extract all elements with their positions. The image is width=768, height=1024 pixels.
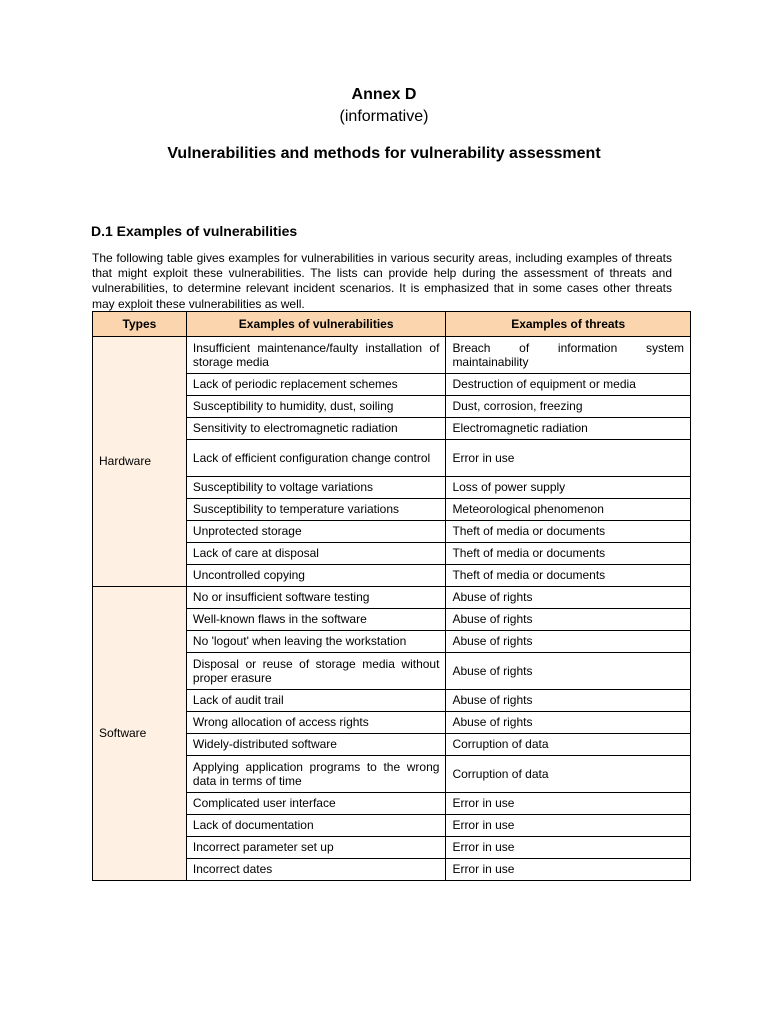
table-row	[93, 337, 691, 374]
threat-cell: Abuse of rights	[446, 587, 691, 609]
vulnerability-cell: Applying application programs to the wrong data in terms of time	[186, 756, 446, 793]
annex-subtitle: (informative)	[339, 108, 429, 125]
threat-cell: Theft of media or documents	[446, 521, 691, 543]
vulnerability-cell: Lack of documentation	[186, 815, 446, 837]
vulnerability-cell: Well-known flaws in the software	[186, 609, 446, 631]
vulnerability-cell: Susceptibility to humidity, dust, soiling	[186, 396, 446, 418]
table-row	[93, 587, 691, 609]
vulnerability-cell: Incorrect parameter set up	[186, 837, 446, 859]
threat-cell: Loss of power supply	[446, 477, 691, 499]
header-threats: Examples of threats	[446, 312, 691, 337]
threat-cell: Corruption of data	[446, 734, 691, 756]
vulnerability-cell: Unprotected storage	[186, 521, 446, 543]
threat-cell: Error in use	[446, 859, 691, 881]
header-vulnerabilities: Examples of vulnerabilities	[186, 312, 446, 337]
vulnerability-cell: No or insufficient software testing	[186, 587, 446, 609]
vulnerability-table	[92, 311, 691, 881]
threat-cell: Error in use	[446, 440, 691, 477]
threat-cell: Abuse of rights	[446, 631, 691, 653]
vulnerability-cell: No 'logout' when leaving the workstation	[186, 631, 446, 653]
vulnerability-cell: Widely-distributed software	[186, 734, 446, 756]
vulnerability-cell: Lack of care at disposal	[186, 543, 446, 565]
header-types: Types	[93, 312, 187, 337]
vulnerability-cell: Disposal or reuse of storage media without proper erasure	[186, 653, 446, 690]
threat-cell: Abuse of rights	[446, 609, 691, 631]
threat-cell: Abuse of rights	[446, 653, 691, 690]
threat-cell: Theft of media or documents	[446, 565, 691, 587]
threat-cell: Destruction of equipment or media	[446, 374, 691, 396]
page-title: Vulnerabilities and methods for vulnerability assessment	[167, 145, 601, 162]
intro-paragraph: The following table gives examples for vulnerabilities in various security areas, including examples of threats that might exploit these vulnerabilities. The lists can provide help during the assessment of threats and vulnerabilities, to determine relevant incident scenarios. It is emphasized that in some cases other threats may exploit these vulnerabilities as well.	[92, 251, 672, 311]
vulnerability-cell: Wrong allocation of access rights	[186, 712, 446, 734]
type-cell-software: Software	[93, 587, 187, 881]
threat-cell: Error in use	[446, 793, 691, 815]
section-heading: D.1 Examples of vulnerabilities	[91, 223, 298, 239]
threat-cell: Abuse of rights	[446, 712, 691, 734]
threat-cell: Abuse of rights	[446, 690, 691, 712]
threat-cell: Breach of information system maintainability	[446, 337, 691, 374]
table-header-row	[93, 312, 691, 337]
vulnerability-cell: Lack of efficient configuration change control	[186, 440, 446, 477]
threat-cell: Electromagnetic radiation	[446, 418, 691, 440]
vulnerability-cell: Uncontrolled copying	[186, 565, 446, 587]
threat-cell: Error in use	[446, 815, 691, 837]
table-body	[93, 337, 691, 881]
vulnerability-cell: Sensitivity to electromagnetic radiation	[186, 418, 446, 440]
vulnerability-cell: Incorrect dates	[186, 859, 446, 881]
threat-cell: Dust, corrosion, freezing	[446, 396, 691, 418]
vulnerability-cell: Susceptibility to temperature variations	[186, 499, 446, 521]
threat-cell: Meteorological phenomenon	[446, 499, 691, 521]
vulnerability-cell: Susceptibility to voltage variations	[186, 477, 446, 499]
vulnerability-cell: Insufficient maintenance/faulty installation of storage media	[186, 337, 446, 374]
vulnerability-cell: Lack of audit trail	[186, 690, 446, 712]
annex-title: Annex D	[351, 86, 417, 103]
threat-cell: Theft of media or documents	[446, 543, 691, 565]
vulnerability-cell: Complicated user interface	[186, 793, 446, 815]
threat-cell: Error in use	[446, 837, 691, 859]
type-cell-hardware: Hardware	[93, 337, 187, 587]
threat-cell: Corruption of data	[446, 756, 691, 793]
vulnerability-cell: Lack of periodic replacement schemes	[186, 374, 446, 396]
